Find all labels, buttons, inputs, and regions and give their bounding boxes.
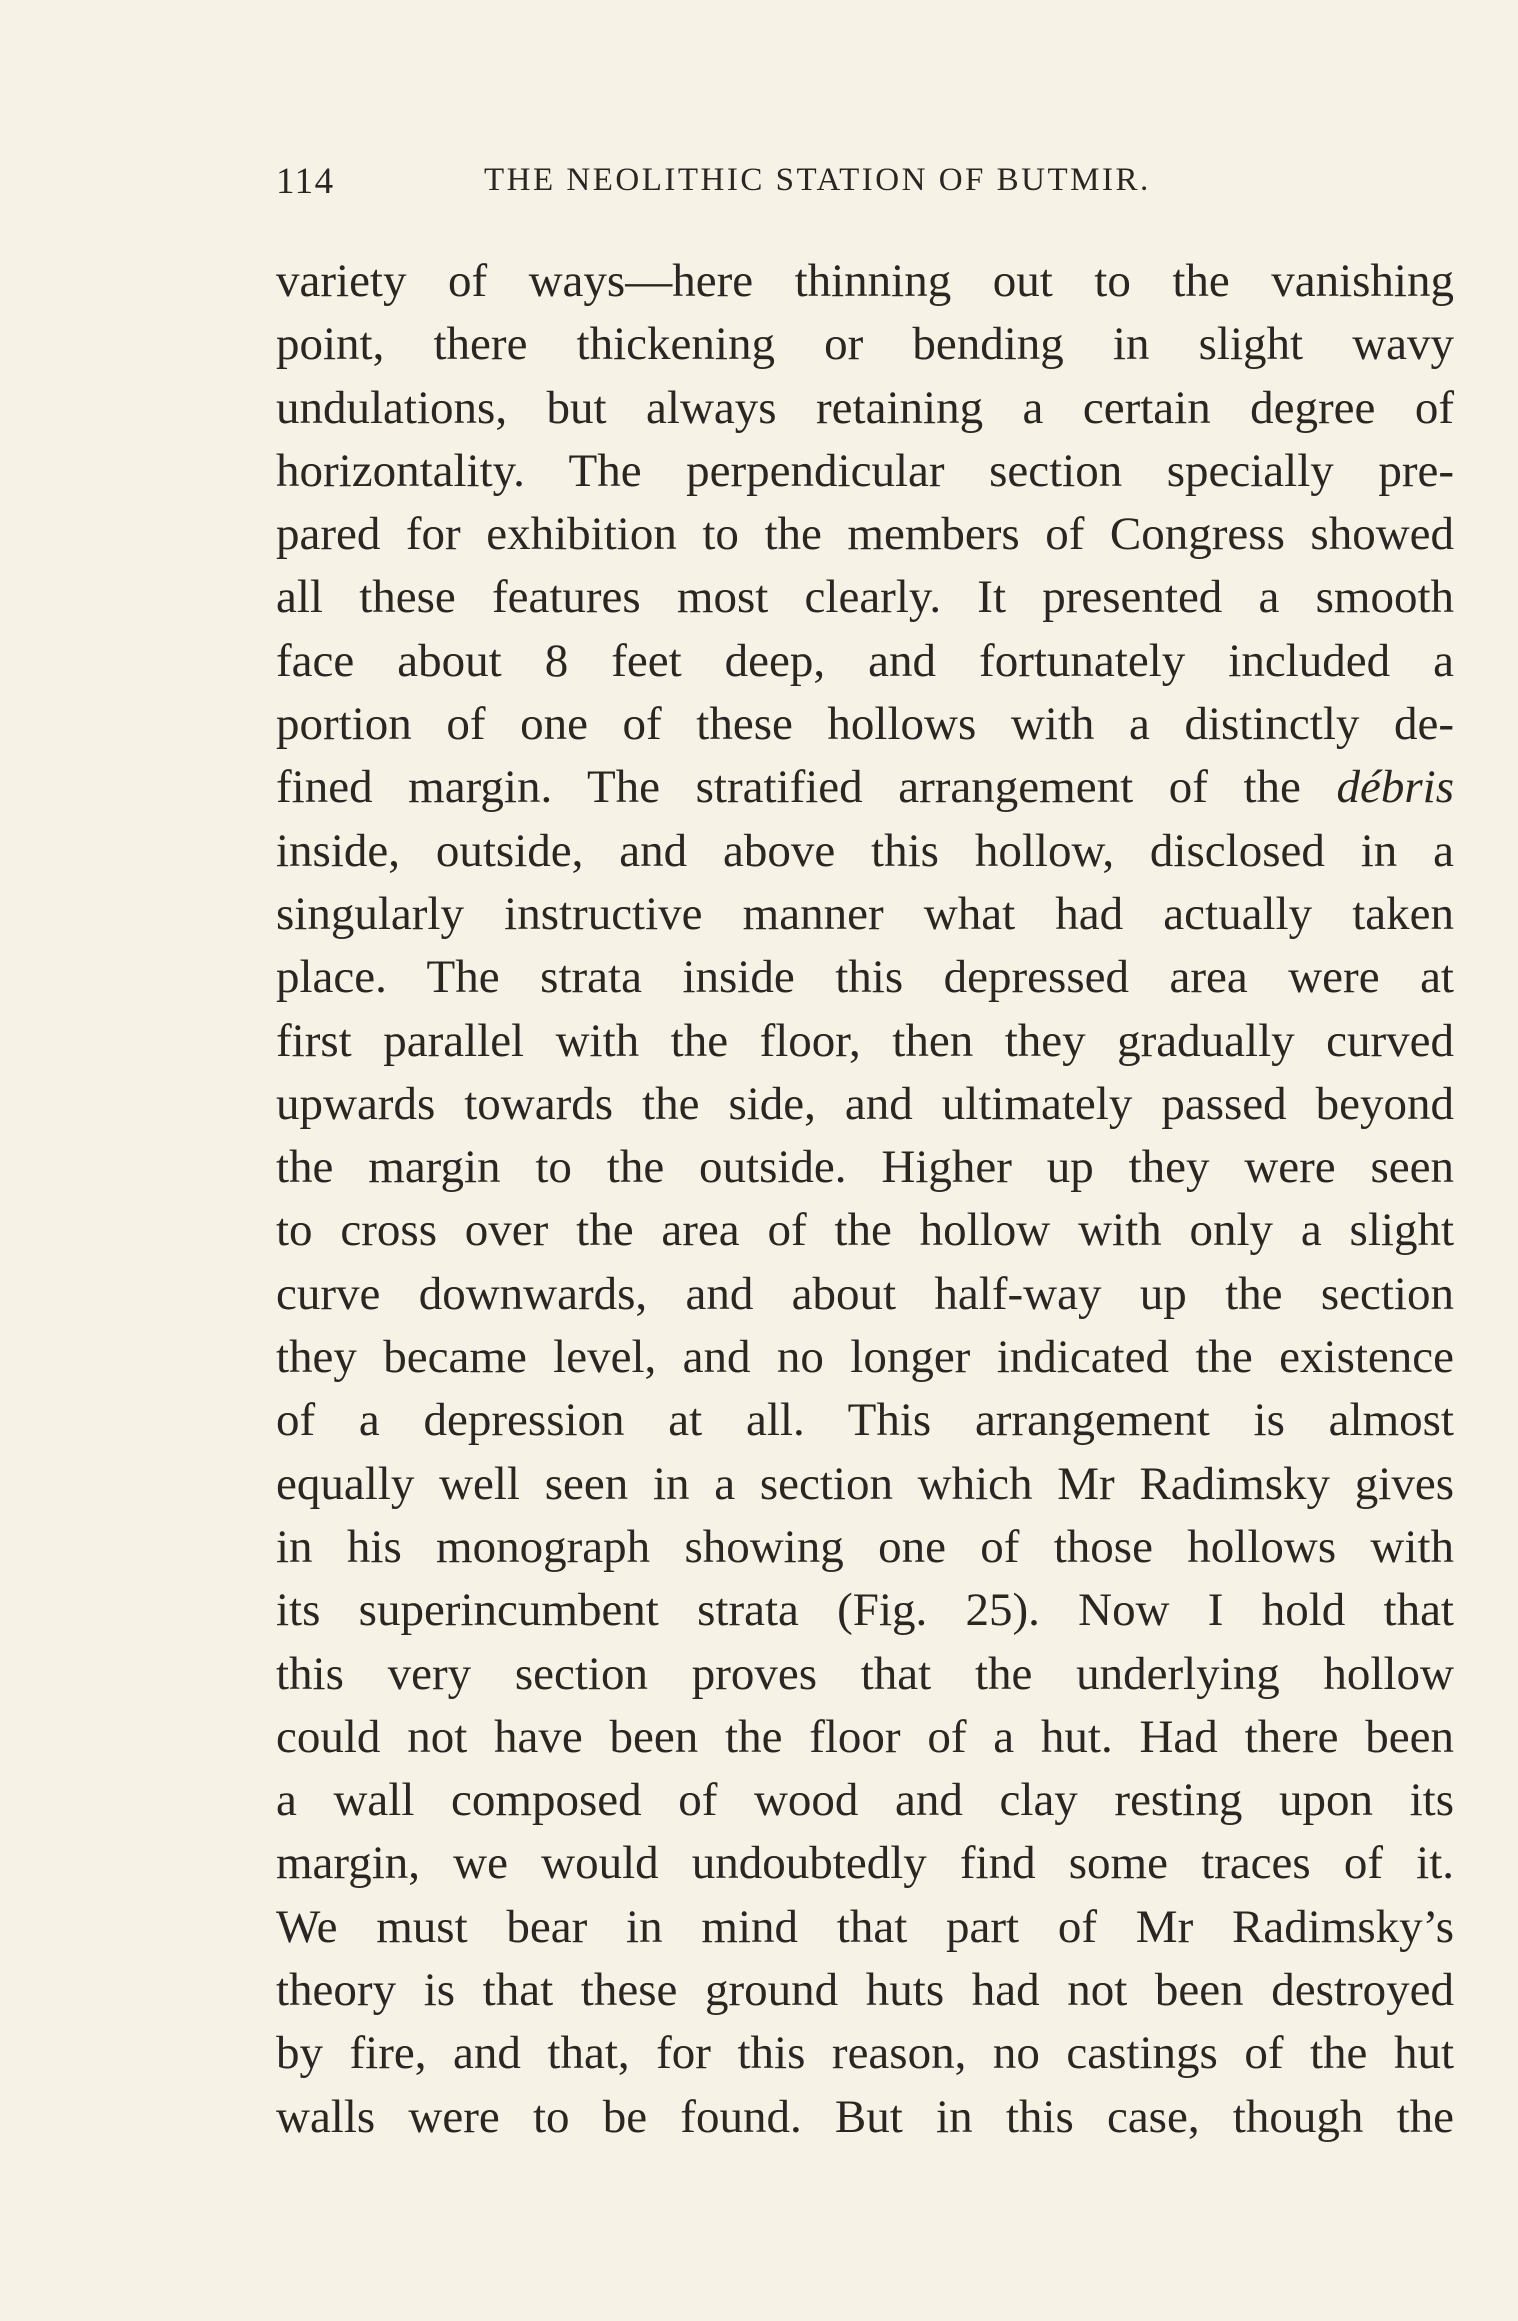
italic-word: débris (1336, 761, 1454, 814)
text-line: portion of one of these hollows with a distinctly de- (276, 698, 1454, 751)
text-line: inside, outside, and above this hollow, disclosed in a (276, 824, 1454, 877)
text-line: this very section proves that the underlying hollow (276, 1647, 1454, 1700)
text-line: theory is that these ground huts had not been destroyed (276, 1964, 1454, 2017)
text-line: curve downwards, and about half-way up the section (276, 1267, 1454, 1320)
body-text (276, 250, 1454, 2149)
text-line: by fire, and that, for this reason, no castings of the hut (276, 2027, 1454, 2080)
text-line: could not have been the floor of a hut. Had there been (276, 1710, 1454, 1763)
text-line: place. The strata inside this depressed area were at (276, 951, 1454, 1004)
text-line: its superincumbent strata (Fig. 25). Now I hold that (276, 1584, 1454, 1637)
text-line: in his monograph showing one of those hollows with (276, 1520, 1454, 1573)
text-line: of a depression at all. This arrangement is almost (276, 1394, 1454, 1447)
page-number: 114 (276, 161, 335, 202)
text-line: to cross over the area of the hollow with only a slight (276, 1204, 1454, 1257)
text-line: horizontality. The perpendicular section specially pre- (276, 444, 1454, 497)
text-line: We must bear in mind that part of Mr Radimsky’s (276, 1900, 1454, 1953)
text-line: the margin to the outside. Higher up they were seen (276, 1141, 1454, 1194)
text-line-segment: fined margin. The stratified arrangement of the (276, 761, 1301, 814)
text-line: first parallel with the floor, then they gradually curved (276, 1014, 1454, 1067)
text-line: upwards towards the side, and ultimately passed beyond (276, 1077, 1454, 1130)
running-head (276, 160, 1454, 220)
running-title: THE NEOLITHIC STATION OF BUTMIR. (484, 162, 1151, 198)
text-line: walls were to be found. But in this case, though the (276, 2090, 1454, 2143)
text-line: variety of ways—here thinning out to the vanishing (276, 255, 1454, 307)
text-line: singularly instructive manner what had actually taken (276, 887, 1454, 940)
text-line: all these features most clearly. It presented a smooth (276, 571, 1454, 624)
text-line: face about 8 feet deep, and fortunately included a (276, 634, 1454, 687)
text-line: point, there thickening or bending in slight wavy (276, 318, 1454, 371)
text-line: they became level, and no longer indicated the existence (276, 1331, 1454, 1384)
text-line: a wall composed of wood and clay resting upon its (276, 1774, 1454, 1827)
text-line: undulations, but always retaining a certain degree of (276, 381, 1454, 434)
text-line: equally well seen in a section which Mr Radimsky gives (276, 1457, 1454, 1510)
text-line-with-italic (276, 756, 1454, 819)
text-line: pared for exhibition to the members of Congress showed (276, 508, 1454, 561)
text-line: margin, we would undoubtedly find some traces of it. (276, 1837, 1454, 1890)
